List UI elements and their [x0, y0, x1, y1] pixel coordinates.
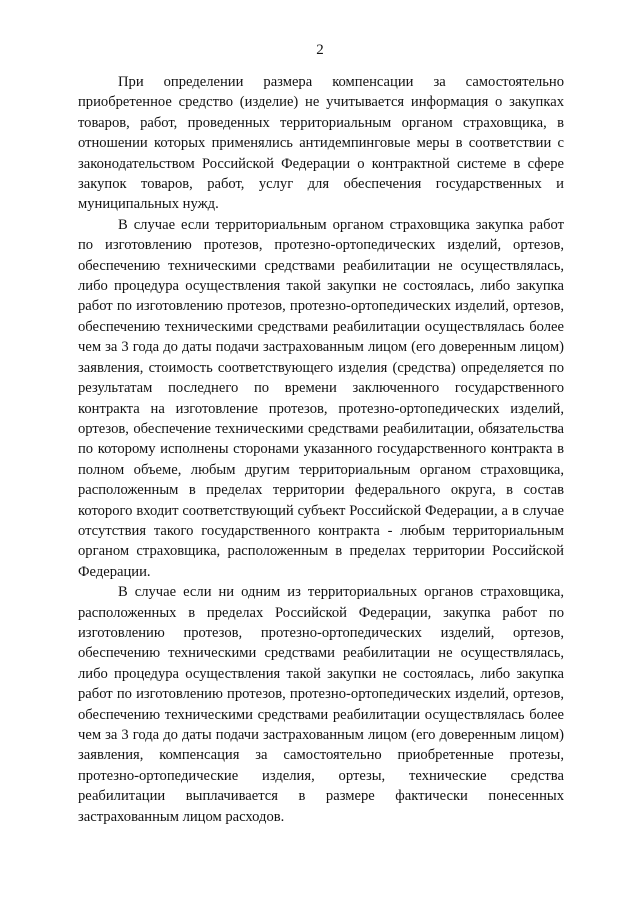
- paragraph: При определении размера компенсации за самостоятельно приобретенное средство (изделие) не учитывается информация о закупках товаров, работ, проведенных территориальным органом страховщика, в отношении которых применялись антидемпинговые меры в соответствии с законодательством Российской Федерации о контрактной системе в сфере закупок товаров, работ, услуг для обеспечения государственных и муниципальных нужд.: [78, 74, 564, 213]
- page-number: 2: [316, 42, 324, 58]
- document-body: [78, 72, 564, 827]
- paragraph: В случае если территориальным органом страховщика закупка работ по изготовлению протезов, протезно-ортопедических изделий, ортезов, обеспечению техническими средствами реабилитации не осуществлялась, либо процедура осуществления такой закупки не состоялась, либо закупка работ по изготовлению протезов, протезно-ортопедических изделий, ортезов, обеспечению техническими средствами реабилитации осуществлялась более чем за 3 года до даты подачи застрахованным лицом (его доверенным лицом) заявления, стоимость соответствующего изделия (средства) определяется по результатам последнего по времени заключенного государственного контракта на изготовление протезов, протезно-ортопедических изделий, ортезов, обеспечение техническими средствами реабилитации, обязательства по которому исполнены сторонами указанного государственного контракта в полном объеме, любым другим территориальным органом страховщика, расположенным в пределах территории федерального округа, в состав которого входит соответствующий субъект Российской Федерации, а в случае отсутствия такого государственного контракта - любым территориальным органом страховщика, расположенным в пределах территории Российской Федерации.: [78, 216, 564, 580]
- paragraph: В случае если ни одним из территориальных органов страховщика, расположенных в пределах Российской Федерации, закупка работ по изготовлению протезов, протезно-ортопедических изделий, ортезов, обеспечению техническими средствами реабилитации не осуществлялась, либо процедура осуществления такой закупки не состоялась, либо закупка работ по изготовлению протезов, протезно-ортопедических изделий, ортезов, обеспечению техническими средствами реабилитации осуществлялась более чем за 3 года до даты подачи застрахованным лицом (его доверенным лицом) заявления, компенсация за самостоятельно приобретенные протезы, протезно-ортопедические изделия, ортезы, технические средства реабилитации выплачивается в размере фактически понесенных застрахованным лицом расходов.: [78, 584, 564, 825]
